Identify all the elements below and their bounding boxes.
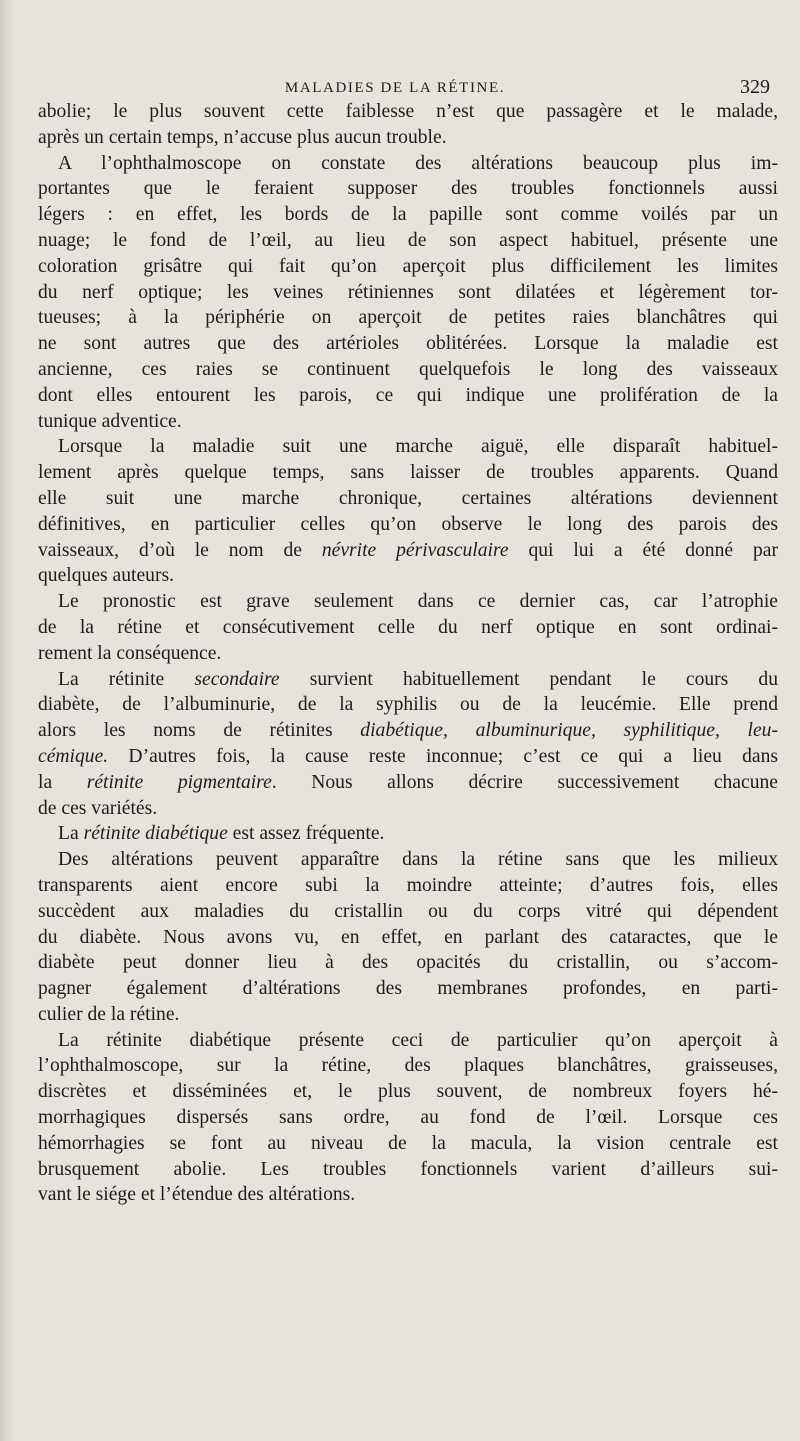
text-line: la rétinite pigmentaire. Nous allons décrire successivement chacune [38,771,778,793]
text-line: cémique. D’autres fois, la cause reste inconnue; c’est ce qui a lieu dans [38,745,778,767]
text-line: morrhagiques dispersés sans ordre, au fond de l’œil. Lorsque ces [38,1107,778,1129]
text-line: diabète, de l’albuminurie, de la syphilis ou de la leucémie. Elle prend [38,694,778,716]
text-line: légers : en effet, les bords de la papille sont comme voilés par un [38,204,778,226]
page-number: 329 [740,76,770,98]
text-line: tunique adventice. [38,410,182,432]
text-line: diabète peut donner lieu à des opacités du cristallin, ou s’accom- [38,952,778,974]
text-line: coloration grisâtre qui fait qu’on aperçoit plus difficilement les limites [38,255,778,277]
text-line: portantes que le feraient supposer des troubles fonctionnels aussi [38,178,778,200]
text-line: A l’ophthalmoscope on constate des altérations beaucoup plus im- [58,152,778,174]
text-line: discrètes et disséminées et, le plus souvent, de nombreux foyers hé- [38,1081,778,1103]
text-line: tueuses; à la périphérie on aperçoit de petites raies blanchâtres qui [38,307,778,329]
running-title: MALADIES DE LA RÉTINE. [284,80,506,96]
text-line: Le pronostic est grave seulement dans ce dernier cas, car l’atrophie [58,591,778,613]
text-line: hémorrhagies se font au niveau de la macula, la vision centrale est [38,1132,778,1154]
text-line: abolie; le plus souvent cette faiblesse n’est que passagère et le malade, [38,101,778,122]
body-text [38,99,778,1208]
text-line: rement la conséquence. [38,642,222,664]
text-line: pagner également d’altérations des membranes profondes, en parti- [38,978,778,1000]
text-line: elle suit une marche chronique, certaines altérations deviennent [38,487,778,509]
text-line: du diabète. Nous avons vu, en effet, en parlant des cataractes, que le [38,926,778,948]
page-edge-shadow [0,0,14,1441]
text-line: du nerf optique; les veines rétiniennes sont dilatées et légèrement tor- [38,281,778,303]
text-line: nuage; le fond de l’œil, au lieu de son aspect habituel, présente une [38,229,778,251]
text-line: lement après quelque temps, sans laisser de troubles apparents. Quand [38,462,778,484]
text-line: quelques auteurs. [38,565,175,587]
text-line: transparents aient encore subi la moindre atteinte; d’autres fois, elles [38,874,778,896]
text-line: culier de la rétine. [38,1003,180,1025]
text-line: de la rétine et consécutivement celle du nerf optique en sont ordinai- [38,616,778,638]
text-line: brusquement abolie. Les troubles fonctionnels varient d’ailleurs sui- [38,1158,778,1180]
text-line: de ces variétés. [38,797,158,819]
text-line: La rétinite diabétique présente ceci de particulier qu’on aperçoit à [58,1029,778,1051]
text-line: alors les noms de rétinites diabétique, albuminurique, syphilitique, leu- [38,720,778,742]
text-line: La rétinite secondaire survient habituellement pendant le cours du [58,668,778,690]
text-line: vant le siége et l’étendue des altérations. [38,1184,356,1206]
text-line: vaisseaux, d’où le nom de névrite périvasculaire qui lui a été donné par [38,539,778,561]
text-line: Des altérations peuvent apparaître dans la rétine sans que les milieux [58,849,778,871]
text-line: définitives, en particulier celles qu’on observe le long des parois des [38,513,778,535]
text-line: l’ophthalmoscope, sur la rétine, des plaques blanchâtres, graisseuses, [38,1055,778,1077]
text-line: Lorsque la maladie suit une marche aiguë, elle disparaît habituel- [58,436,778,458]
text-line: ne sont autres que des artérioles oblitérées. Lorsque la maladie est [38,333,778,355]
text-line: La rétinite diabétique est assez fréquente. [58,823,385,845]
text-line: dont elles entourent les parois, ce qui indique une prolifération de la [38,384,778,406]
text-line: succèdent aux maladies du cristallin ou du corps vitré qui dépendent [38,900,778,922]
text-line: après un certain temps, n’accuse plus aucun trouble. [38,126,447,148]
text-line: ancienne, ces raies se continuent quelquefois le long des vaisseaux [38,358,778,380]
